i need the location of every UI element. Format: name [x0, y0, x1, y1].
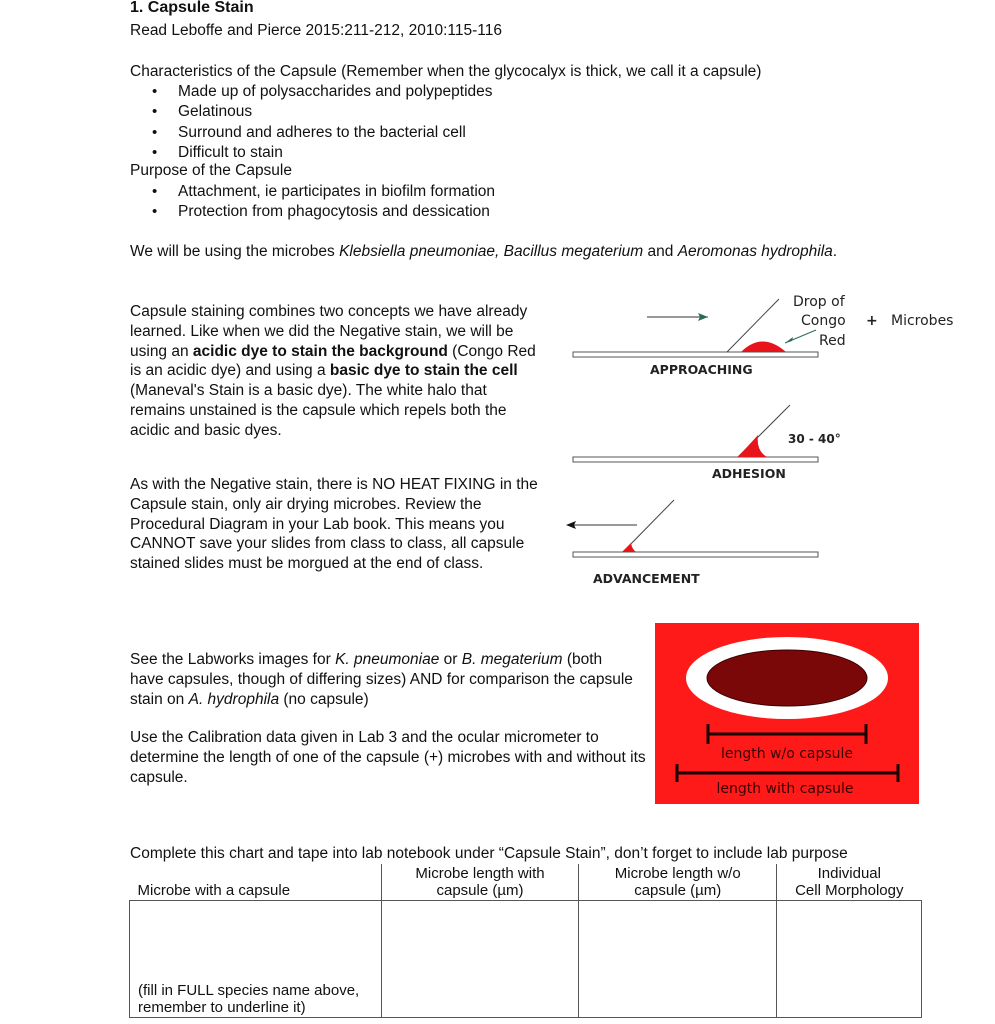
- labworks-paragraph: [130, 650, 640, 709]
- list-item: • Surround and adheres to the bacterial cell: [130, 123, 493, 143]
- text: .: [832, 243, 838, 260]
- length-without-cell[interactable]: [579, 901, 777, 1018]
- reading-reference: Read Leboffe and Pierce 2015:211-212, 2010:115-116: [130, 22, 503, 39]
- species-name: Aeromonas hydrophila: [677, 243, 833, 260]
- species-name: B. megaterium: [461, 651, 563, 668]
- text: (both have capsules, though of differing sizes) AND for comparison the capsule stain on: [130, 651, 633, 708]
- text: and: [643, 243, 678, 260]
- header-text: Microbe length with: [415, 865, 545, 882]
- no-heat-fixing-paragraph: As with the Negative stain, there is NO HEAT FIXING in the Capsule stain, only air drying microbes. Review the Procedural Diagram in your Lab book. This means you CANNOT save your slides from class to class, all capsule stained slides must be morgued at the end of class.: [130, 476, 538, 573]
- text: or: [439, 651, 462, 668]
- step-label: APPROACHING: [650, 362, 753, 377]
- list-item: • Protection from phagocytosis and dessication: [130, 202, 495, 222]
- step-approaching: [573, 294, 953, 377]
- capsule-measurement-figure: [655, 623, 919, 804]
- microbes-sentence: [130, 242, 837, 262]
- table-row: [130, 901, 922, 1018]
- purpose-heading: Purpose of the Capsule: [130, 162, 292, 179]
- length-without-label: length w/o capsule: [720, 746, 854, 762]
- header-length-without: [579, 864, 777, 901]
- chart-instructions: Complete this chart and tape into lab notebook under “Capsule Stain”, don’t forget to include lab purpose: [130, 845, 848, 862]
- arrowhead-icon: [785, 337, 793, 343]
- species-names: Klebsiella pneumoniae, Bacillus megaterium: [339, 243, 644, 260]
- length-with-label: length with capsule: [716, 781, 854, 797]
- characteristics-list: [130, 82, 493, 163]
- text: (Congo Red is an acidic dye) and using a: [130, 342, 536, 380]
- slide: [573, 352, 818, 357]
- smear-procedure-diagram: [560, 285, 980, 590]
- species-name: A. hydrophila: [188, 690, 280, 708]
- header-morphology: [777, 864, 922, 901]
- angle-label: 30 - 40°: [788, 432, 841, 446]
- purpose-list: [130, 182, 495, 223]
- header-text: Individual: [817, 865, 881, 882]
- header-text: capsule (µm): [436, 882, 524, 899]
- stain-wedge: [738, 435, 767, 457]
- slide: [573, 552, 818, 557]
- capsule-data-table: [129, 864, 922, 1018]
- microbe-name-cell[interactable]: [130, 901, 382, 1018]
- characteristics-heading: Characteristics of the Capsule (Remember when the glycocalyx is thick, we call it a capsule): [130, 63, 762, 80]
- without-capsule-bar: [708, 724, 866, 744]
- list-item: • Attachment, ie participates in biofilm formation: [130, 182, 495, 202]
- step-label: ADHESION: [712, 466, 786, 481]
- step-adhesion: [573, 405, 841, 481]
- header-text: Cell Morphology: [795, 882, 904, 899]
- drop-label: Drop of: [793, 294, 845, 310]
- length-with-cell[interactable]: [381, 901, 579, 1018]
- capsule-staining-paragraph: [130, 302, 540, 441]
- species-name: K. pneumoniae: [335, 651, 440, 668]
- text: See the Labworks images for: [130, 651, 336, 668]
- list-item: • Difficult to stain: [130, 143, 493, 163]
- drop-label: Red: [819, 333, 846, 349]
- morphology-cell[interactable]: [777, 901, 922, 1018]
- stain-wedge: [622, 543, 636, 552]
- stain-drop: [741, 342, 786, 353]
- header-text: Microbe length w/o: [614, 865, 741, 882]
- capsule-illustration: [655, 623, 919, 804]
- calibration-paragraph: Use the Calibration data given in Lab 3 and the ocular micrometer to determine the length of one of the capsule (+) microbes with and without its capsule.: [130, 729, 646, 786]
- with-capsule-bar: [677, 764, 898, 782]
- bacterial-cell: [707, 650, 867, 706]
- table-header-row: [130, 864, 922, 901]
- drop-label: Congo: [801, 313, 846, 329]
- emphasis: basic dye to stain the cell: [329, 362, 518, 380]
- step-label: ADVANCEMENT: [593, 571, 700, 586]
- header-text: Microbe with a capsule: [137, 882, 291, 899]
- microbes-label: Microbes: [891, 313, 954, 329]
- list-item: • Gelatinous: [130, 102, 493, 122]
- plus-sign: +: [866, 313, 878, 329]
- section-title: 1. Capsule Stain: [130, 0, 254, 16]
- text: Capsule staining combines two concepts we have already learned. Like when we did the Negative stain, we will be using an: [130, 303, 528, 360]
- slide: [573, 457, 818, 462]
- text: (Maneval's Stain is a basic dye). The white halo that remains unstained is the capsule which repels both the acidic and basic dyes.: [130, 382, 507, 439]
- text: We will be using the microbes: [130, 243, 340, 260]
- step-advancement: [566, 500, 818, 586]
- header-microbe: [130, 864, 382, 901]
- cell-hint: remember to underline it): [138, 999, 306, 1016]
- text: (no capsule): [279, 690, 369, 708]
- list-item: • Made up of polysaccharides and polypeptides: [130, 82, 493, 102]
- header-text: capsule (µm): [634, 882, 722, 899]
- header-length-with: [381, 864, 579, 901]
- cell-hint: (fill in FULL species name above,: [138, 982, 360, 999]
- emphasis: acidic dye to stain the background: [192, 342, 448, 360]
